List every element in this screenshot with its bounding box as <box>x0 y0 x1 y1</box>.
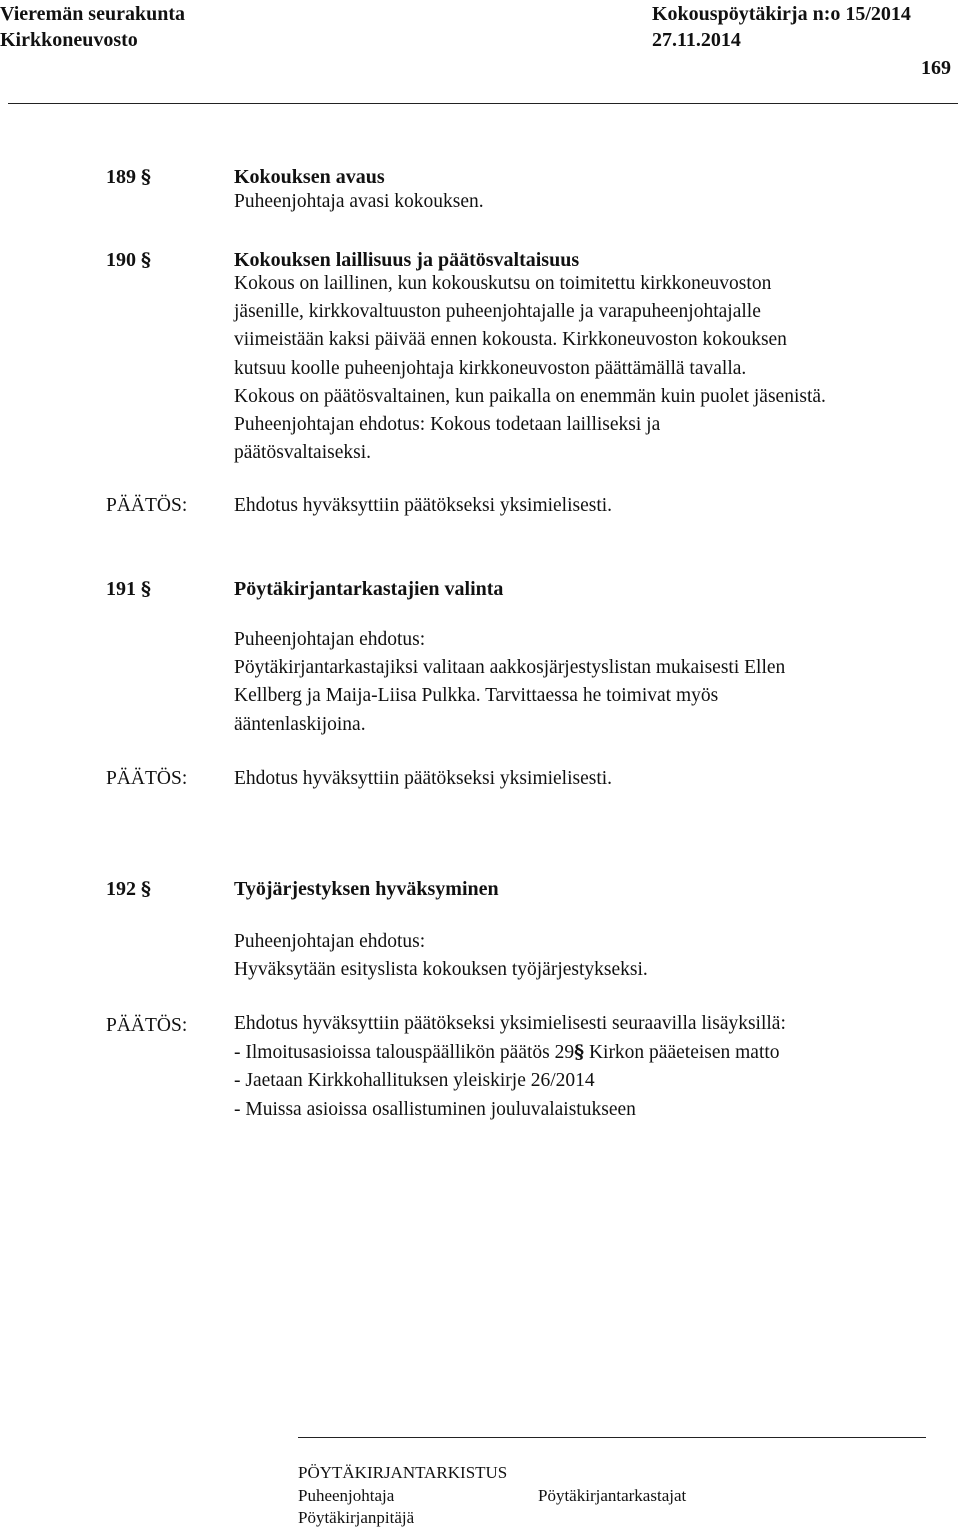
section-192-number: 192 § <box>106 878 151 900</box>
proposal-text: Kokous todetaan lailliseksi ja <box>430 414 661 436</box>
section-190-line: Kokous on laillinen, kun kokouskutsu on toimitettu kirkkoneuvoston <box>234 273 772 294</box>
footer-secretary: Pöytäkirjanpitäjä <box>298 1508 415 1527</box>
section-191-line: Kellberg ja Maija-Liisa Pulkka. Tarvittaessa he toimivat myös <box>234 685 719 707</box>
section-sign-icon: § <box>141 578 151 600</box>
decision-label: PÄÄTÖS: <box>106 1015 188 1036</box>
meeting-date: 27.11.2014 <box>652 29 741 51</box>
section-sign-icon: § <box>574 1041 585 1064</box>
section-189-number: 189 § <box>106 166 151 188</box>
meeting-body: Kirkkoneuvosto <box>0 29 138 51</box>
section-190-line: kutsuu koolle puheenjohtaja kirkkoneuvoston päättämällä tavalla. <box>234 357 747 379</box>
section-190-number: 190 § <box>106 249 151 271</box>
section-192-body <box>234 928 648 984</box>
decision-item: - Jaetaan Kirkkohallituksen yleiskirje 26/2014 <box>234 1070 595 1092</box>
proposal-label: Puheenjohtajan ehdotus: <box>234 629 426 650</box>
proposal-label: Puheenjohtajan ehdotus: <box>234 414 426 436</box>
decision-item: - Muissa asioissa osallistuminen jouluvalaistukseen <box>234 1098 636 1120</box>
footer-rule <box>298 1437 926 1438</box>
footer-heading: PÖYTÄKIRJANTARKISTUS <box>298 1463 508 1482</box>
section-190-title: Kokouksen laillisuus ja päätösvaltaisuus <box>234 249 580 271</box>
section-192-decision <box>234 1010 786 1124</box>
section-sign-icon: § <box>141 878 151 900</box>
page-number: 169 <box>921 57 951 79</box>
section-192-title: Työjärjestyksen hyväksyminen <box>234 878 499 900</box>
section-190-body <box>234 270 826 467</box>
section-190-proposal-cont: päätösvaltaiseksi. <box>234 442 372 464</box>
section-190-line: jäsenille, kirkkovaltuuston puheenjohtajalle ja varapuheenjohtajalle <box>234 301 761 323</box>
section-190-line: Kokous on päätösvaltainen, kun paikalla on enemmän kuin puolet jäsenistä. <box>234 385 826 407</box>
section-191-body <box>234 626 785 739</box>
org-name: Vieremän seurakunta <box>0 3 185 25</box>
section-189-title: Kokouksen avaus <box>234 166 385 188</box>
section-191-line: Pöytäkirjantarkastajiksi valitaan aakkosjärjestyslistan mukaisesti Ellen <box>234 657 786 679</box>
section-sign-icon: § <box>141 249 151 271</box>
footer-chair: Puheenjohtaja <box>298 1486 395 1505</box>
section-189-text: Puheenjohtaja avasi kokouksen. <box>234 191 484 212</box>
proposal-label: Puheenjohtajan ehdotus: <box>234 931 426 952</box>
section-sign-icon: § <box>141 166 151 188</box>
section-190-line: viimeistään kaksi päivää ennen kokousta. Kirkkoneuvoston kokouksen <box>234 329 787 351</box>
document-title: Kokouspöytäkirja n:o 15/2014 <box>652 3 911 25</box>
decision-text: Ehdotus hyväksyttiin päätökseksi yksimielisesti seuraavilla lisäyksillä: <box>234 1013 786 1034</box>
section-191-line: ääntenlaskijoina. <box>234 713 366 735</box>
footer-checkers: Pöytäkirjantarkastajat <box>538 1486 687 1505</box>
decision-text: Ehdotus hyväksyttiin päätökseksi yksimielisesti. <box>234 768 613 789</box>
section-191-title: Pöytäkirjantarkastajien valinta <box>234 578 504 600</box>
section-191-number: 191 § <box>106 578 151 600</box>
decision-label: PÄÄTÖS: <box>106 768 188 789</box>
header-rule <box>8 103 958 104</box>
decision-item: - Ilmoitusasioissa talouspäällikön päätös 29§ Kirkon pääeteisen matto <box>234 1041 780 1064</box>
decision-label: PÄÄTÖS: <box>106 495 188 516</box>
section-190-proposal <box>234 411 826 439</box>
proposal-text: Hyväksytään esityslista kokouksen työjärjestykseksi. <box>234 959 648 981</box>
decision-text: Ehdotus hyväksyttiin päätökseksi yksimielisesti. <box>234 495 613 516</box>
